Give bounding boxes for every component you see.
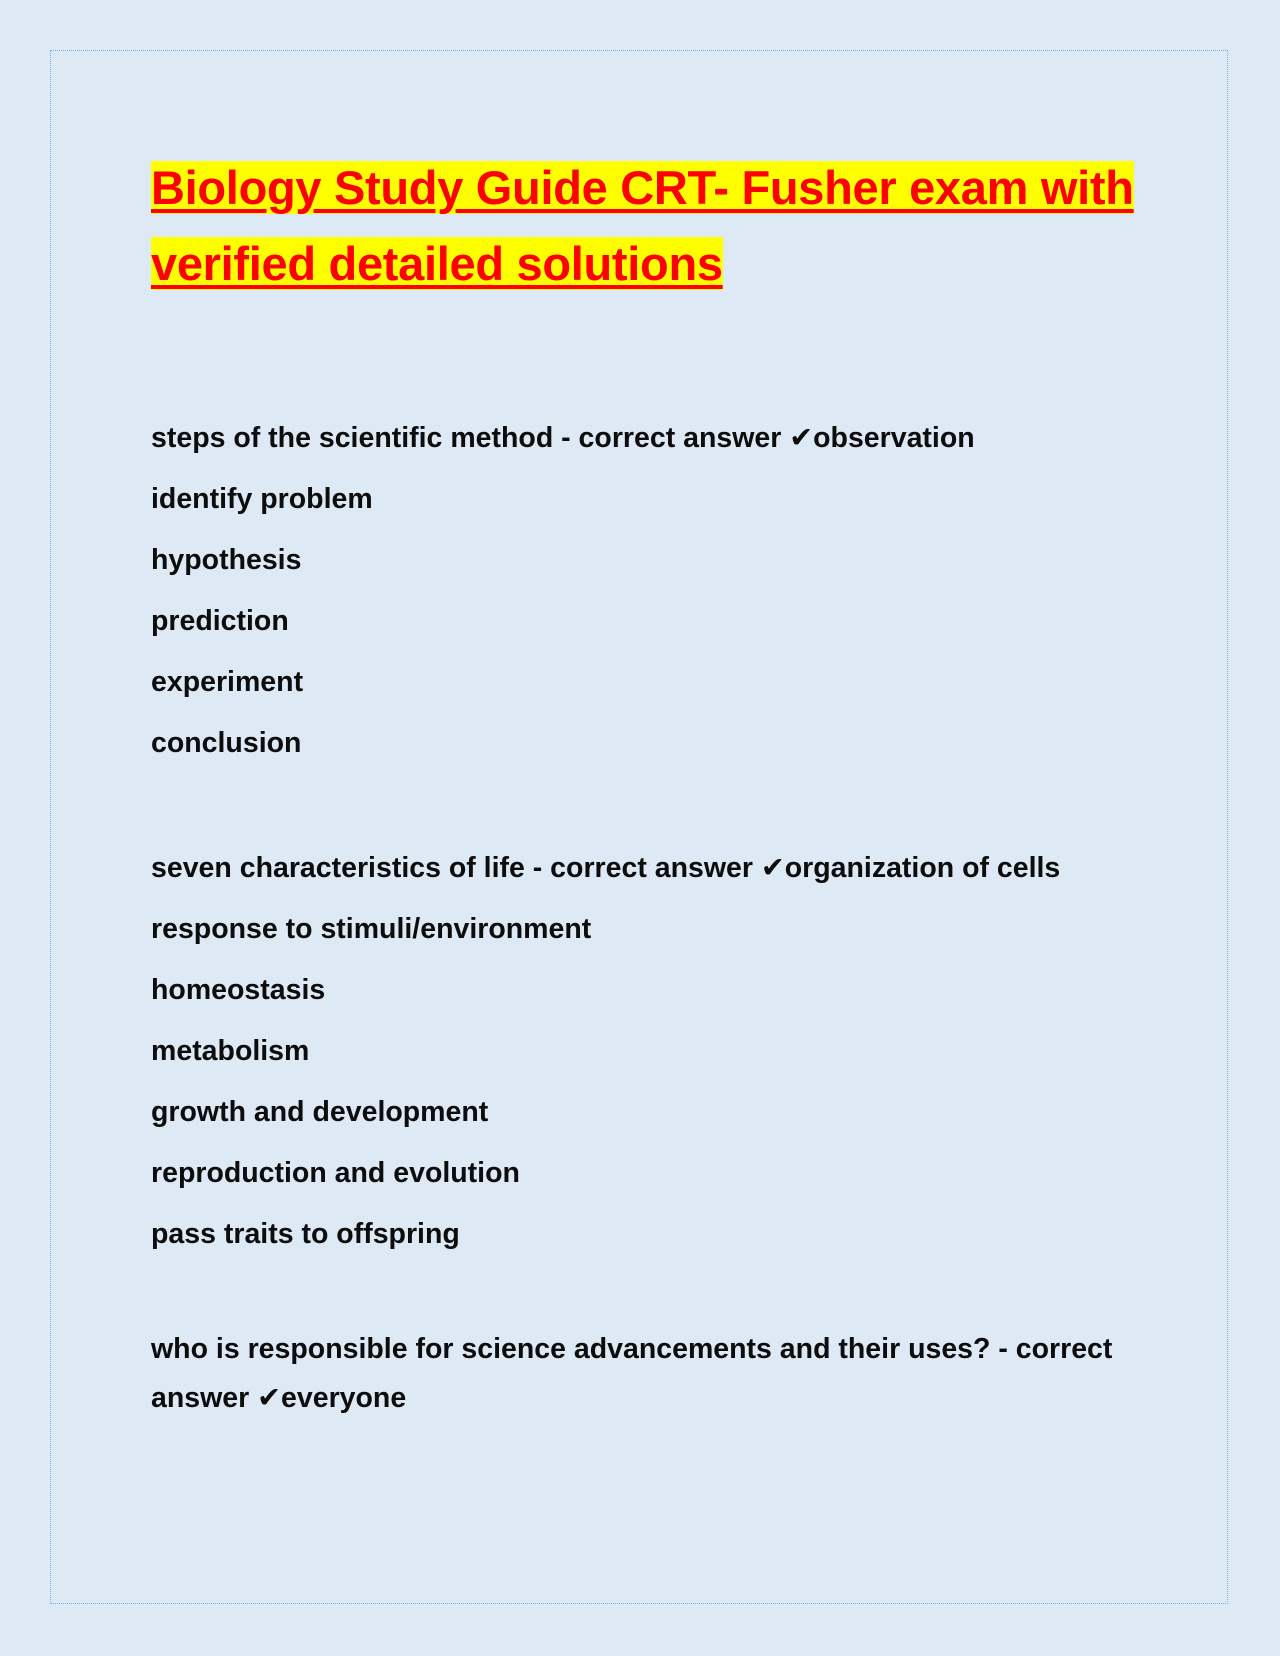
- qa-item-science-advancements: [151, 1325, 1141, 1423]
- qa-answer-line: growth and development: [151, 1096, 489, 1128]
- qa-answer-line: pass traits to offspring: [151, 1218, 460, 1250]
- document-title: [151, 150, 1141, 302]
- qa-question-line: steps of the scientific method - correct answer ✔observation: [151, 422, 975, 454]
- document-title-text: Biology Study Guide CRT- Fusher exam with verified detailed solutions: [151, 161, 1134, 290]
- qa-answer-line: experiment: [151, 666, 304, 698]
- qa-answer-line: metabolism: [151, 1035, 310, 1067]
- qa-answer-line: conclusion: [151, 727, 302, 759]
- document-body: [151, 150, 1141, 1423]
- qa-item-characteristics-of-life: [151, 838, 1141, 1265]
- qa-item-scientific-method: [151, 408, 1141, 774]
- qa-question-line: seven characteristics of life - correct answer ✔organization of cells: [151, 852, 1061, 884]
- qa-answer-line: identify problem: [151, 483, 373, 515]
- qa-answer-line: prediction: [151, 605, 289, 637]
- qa-answer-line: response to stimuli/environment: [151, 913, 592, 945]
- qa-answer-line: hypothesis: [151, 544, 302, 576]
- qa-answer-line: homeostasis: [151, 974, 326, 1006]
- qa-question-line: who is responsible for science advancements and their uses? - correct answer ✔everyone: [151, 1333, 1113, 1414]
- qa-answer-line: reproduction and evolution: [151, 1157, 520, 1189]
